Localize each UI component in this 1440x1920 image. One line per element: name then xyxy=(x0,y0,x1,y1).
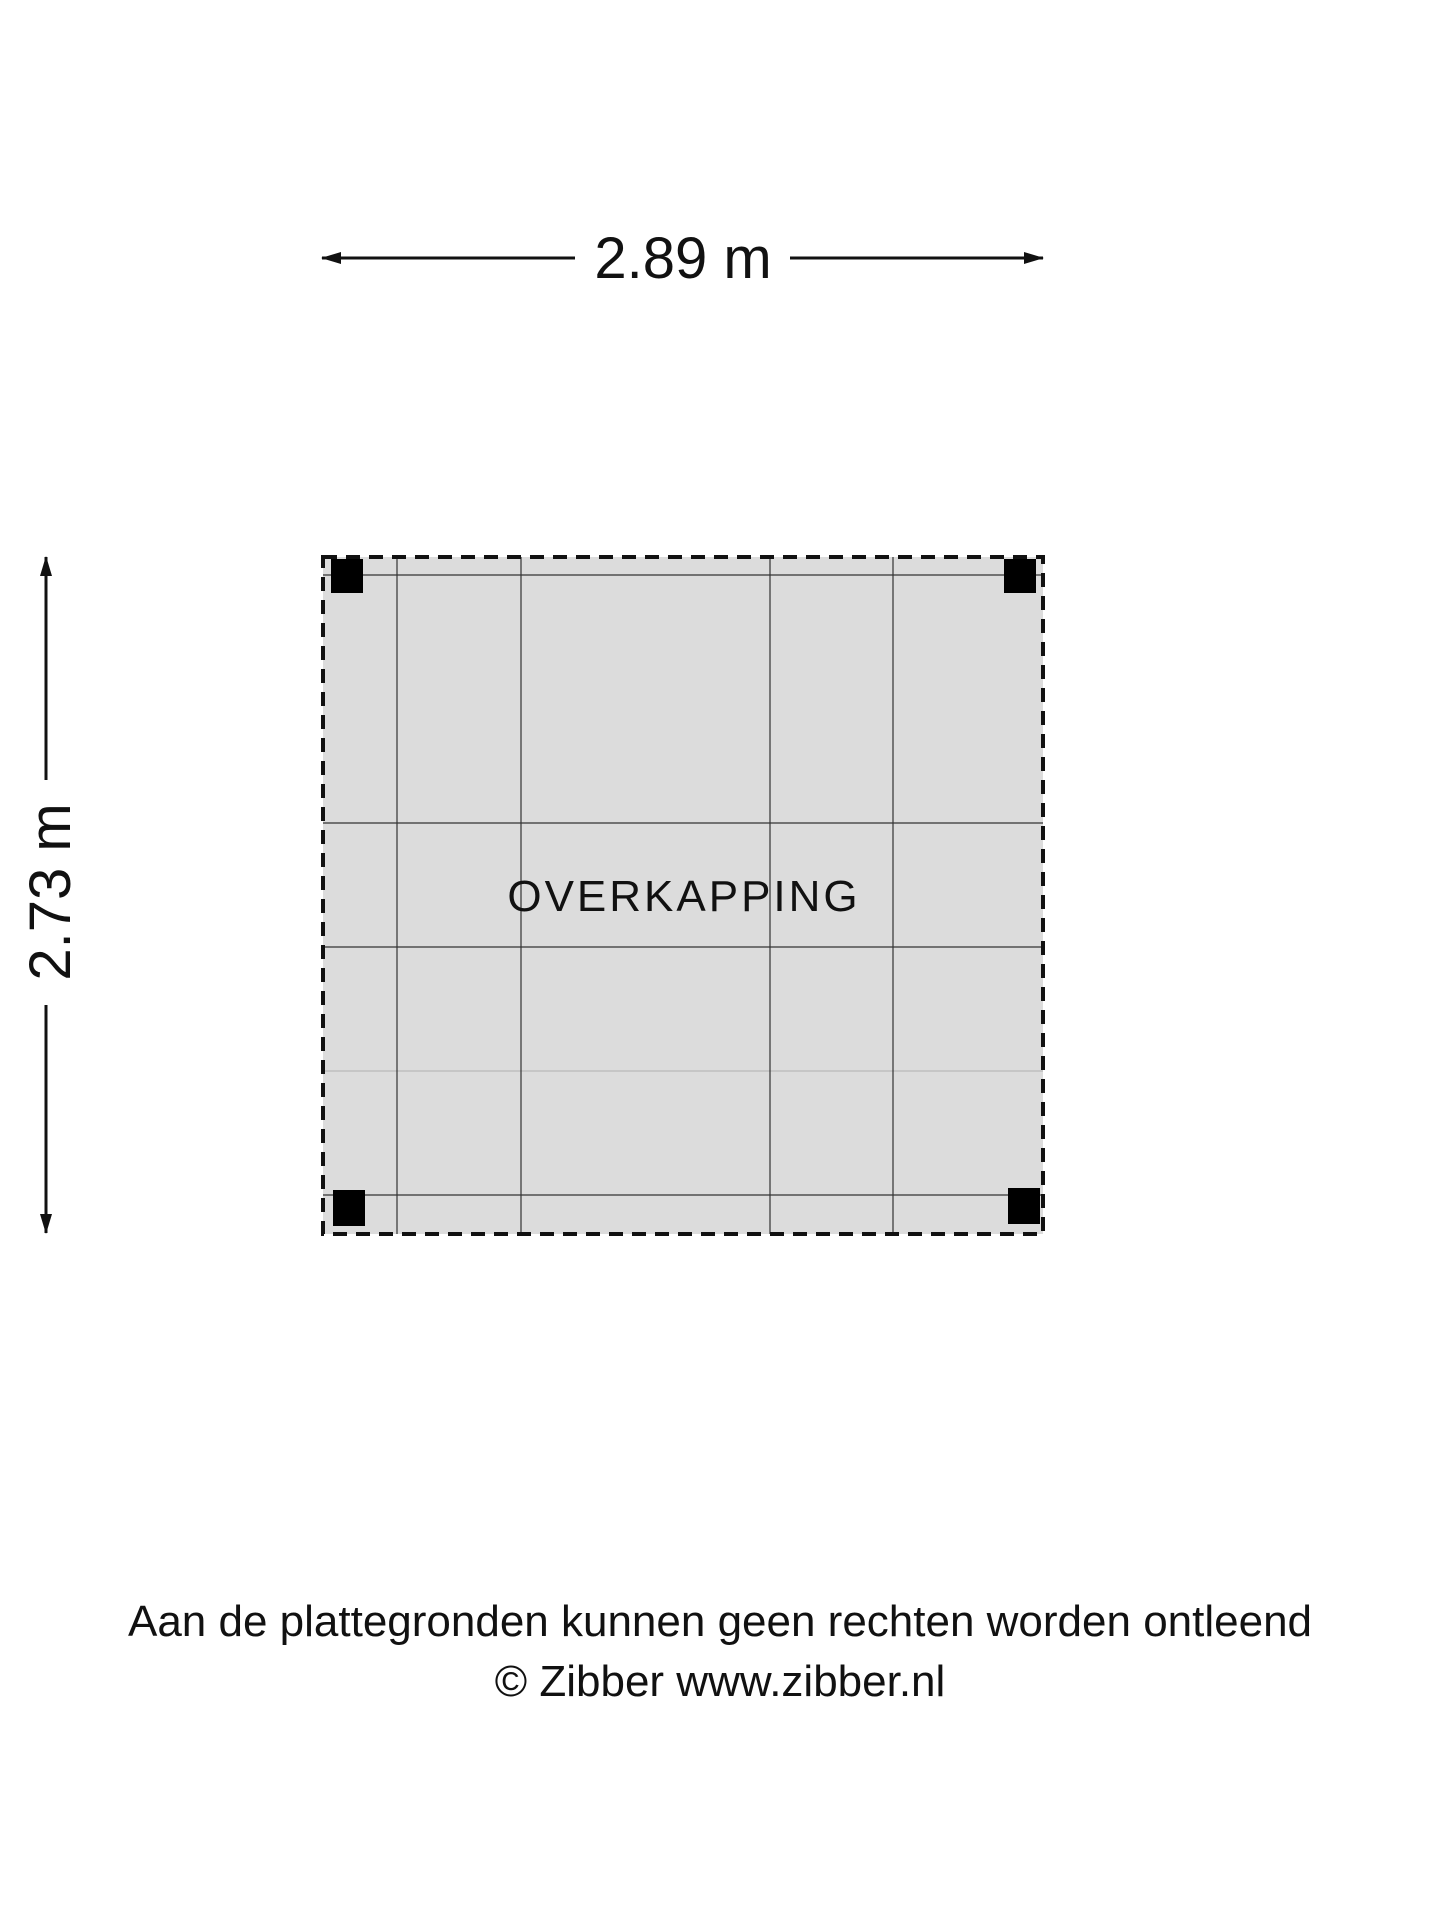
disclaimer-line-1: Aan de plattegronden kunnen geen rechten worden ontleend xyxy=(127,1597,1313,1646)
disclaimer xyxy=(0,1592,1440,1712)
post-top-left xyxy=(331,559,363,593)
room-label: OVERKAPPING xyxy=(507,872,861,921)
height-label: 2.73 m xyxy=(18,803,83,981)
width-label: 2.89 m xyxy=(594,226,772,291)
post-top-right xyxy=(1004,559,1036,593)
post-bottom-right xyxy=(1008,1188,1040,1224)
room-overkapping xyxy=(323,557,1043,1234)
height-dimension xyxy=(18,557,83,1233)
disclaimer-line-2: © Zibber www.zibber.nl xyxy=(494,1657,946,1706)
post-bottom-left xyxy=(333,1190,365,1226)
width-dimension xyxy=(322,226,1043,291)
